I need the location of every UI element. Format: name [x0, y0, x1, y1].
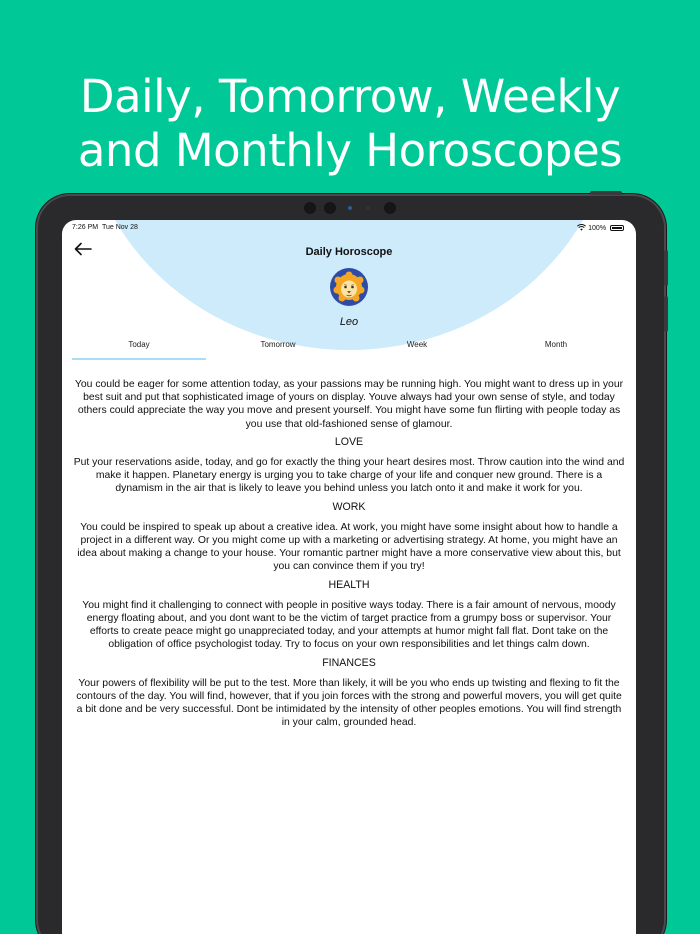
tab-week-label: Week — [406, 340, 428, 349]
tablet-volume-up — [664, 250, 668, 286]
status-time-text: 7:26 PM — [72, 224, 99, 231]
tablet-volume-down — [664, 296, 668, 332]
reading-love: Put your reservations aside, today, and go for exactly the thing your heart desires most. Throw caution into the wind and make it happen. Planetary energy is urging you to take charge of your life and conquer new ground. There is a dynamism in the air that is likely to leave you behind unless you latch onto it and make it work for you. — [73, 457, 625, 495]
reading-work: You could be inspired to speak up about a creative idea. At work, you might have some insight about how to handle a project in a different way. Or you might come up with a marketing or advertising strategy. At home, you might have an idea about making a change to your house. Your romantic partner might have a more conservative view about this, but you can convince them if you try! — [77, 521, 621, 573]
reading-finances: Your powers of flexibility will be put to the test. More than likely, it will be you who ends up twisting and flexing to fit the contours of the day. You will find, however, that if you join forces with the strong and powerful movers, you will get quite a bit done and be very successful. Dont be intimidated by the intensity of other peoples emotions. You will find strength in your calm, grounded head. — [76, 677, 622, 729]
tab-today-label: Today — [128, 340, 150, 349]
status-bar — [62, 220, 636, 236]
camera-sensor — [366, 206, 370, 210]
tab-today[interactable] — [72, 338, 206, 360]
horoscope-reading — [72, 378, 626, 730]
section-heading-health: HEALTH — [328, 578, 370, 591]
page-title: Daily Horoscope — [305, 246, 393, 258]
status-date-text: Tue Nov 28 — [101, 224, 138, 231]
status-right — [577, 224, 624, 232]
tab-tomorrow[interactable] — [211, 338, 345, 360]
section-heading-work: WORK — [332, 500, 366, 513]
wifi-icon — [577, 224, 586, 231]
camera-lens — [384, 202, 396, 214]
tab-tomorrow-label: Tomorrow — [260, 340, 296, 349]
promo-headline-line2: and Monthly Horoscopes — [77, 124, 623, 177]
section-heading-love: LOVE — [334, 435, 364, 448]
status-time — [72, 224, 138, 231]
sign-name: Leo — [339, 316, 359, 328]
battery-percent: 100% — [588, 225, 607, 232]
reading-health: You might find it challenging to connect with people in positive ways today. There is a fair amount of nervous, moody energy floating about, and you dont want to be the victim of target practice from a grumpy boss or supervisor. Your efforts to create peace might go unappreciated today, and your attempts at humor might fall flat. Dont take on the obligation of office psychologist today. Try to focus on your own responsibilities and let things calm down. — [82, 599, 616, 651]
promo-headline-line1: Daily, Tomorrow, Weekly — [79, 70, 621, 123]
reading-general: You could be eager for some attention today, as your passions may be running high. You might want to dress up in your best suit and put that sophisticated image of yours on display. Youve always had your own sense of style, and today others could appreciate the way you move and present yourself. You might have some fun flirting with people today as you use that old-fashioned sense of glamour. — [74, 379, 624, 430]
app-screen — [62, 220, 636, 934]
section-heading-finances: FINANCES — [322, 656, 376, 669]
camera-indicator — [348, 206, 352, 210]
period-tabs — [72, 338, 628, 360]
battery-icon — [610, 225, 624, 231]
tab-month-label: Month — [544, 340, 568, 349]
camera-bar — [304, 202, 404, 214]
camera-lens — [304, 202, 316, 214]
promo-headline — [0, 70, 700, 178]
tab-month[interactable] — [489, 338, 623, 360]
camera-lens — [324, 202, 336, 214]
lion-icon — [330, 268, 368, 306]
tab-week[interactable] — [350, 338, 484, 360]
tablet-top-button — [590, 191, 622, 195]
